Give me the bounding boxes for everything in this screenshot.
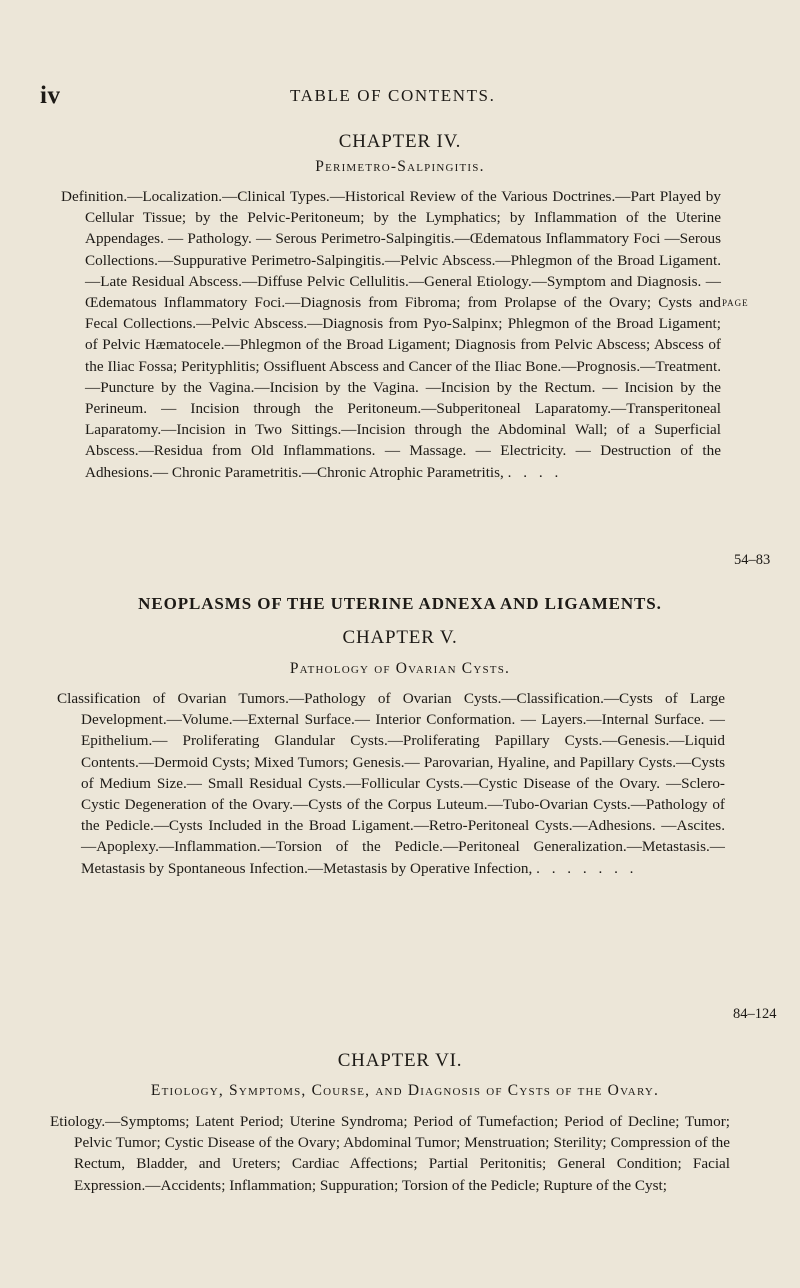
chapter-iv-subtitle: Perimetro-Salpingitis. — [315, 158, 485, 175]
chapter-v-heading: CHAPTER V. — [342, 627, 458, 648]
chapter-iv-contents — [61, 186, 721, 483]
chapter-iv-page-range: 54–83 — [734, 552, 771, 568]
chapter-v-contents-text: Classification of Ovarian Tumors.—Pathology of Ovarian Cysts.—Classification.—Cysts of Large Development.—Volume.—External Surface.— Interior Conformation. — Layers.—Internal Surface. — Epithelium.— Proliferating Glandular Cysts.—Proliferating Papillary Cysts.—Genesis.—Liquid Contents.—Dermoid Cysts; Mixed Tumors; Genesis.— Parovarian, Hyaline, and Papillary Cysts.—Cysts of Medium Size.— Small Residual Cysts.—Follicular Cysts.—Cystic Disease of the Ovary. —Sclero-Cystic Degeneration of the Ovary.—Cysts of the Corpus Luteum.—Tubo-Ovarian Cysts.—Pathology of the Pedicle.—Cysts Included in the Broad Ligament.—Retro-Peritoneal Cysts.—Adhesions. —Ascites.—Apoplexy.—Inflammation.—Torsion of the Pedicle.—Peritoneal Generalization.—Metastasis.—Metastasis by Spontaneous Infection.—Metastasis by Operative Infection, — [57, 690, 725, 877]
chapter-vi-heading: CHAPTER VI. — [337, 1050, 463, 1071]
chapter-vi-contents-text: Etiology.—Symptoms; Latent Period; Uterine Syndroma; Period of Tumefaction; Period of Decline; Tumor; Pelvic Tumor; Cystic Disease of the Ovary; Abdominal Tumor; Menstruation; Sterility; Compression of the Rectum, Bladder, and Ureters; Cardiac Affections; Partial Peritonitis; General Condition; Facial Expression.—Accidents; Inflammation; Suppuration; Torsion of the Pedicle; Rupture of the Cyst; — [50, 1113, 730, 1194]
chapter-vi-subtitle: Etiology, Symptoms, Course, and Diagnosis of Cysts of the Ovary. — [150, 1082, 660, 1099]
running-head — [40, 82, 760, 109]
chapter-iv-contents-text: Definition.—Localization.—Clinical Types.—Historical Review of the Various Doctrines.—Part Played by Cellular Tissue; by the Pelvic-Peritoneum; by the Lymphatics; by Inflammation of the Uterine Appendages. — Pathology. — Serous Perimetro-Salpingitis.—Œdematous Inflammatory Foci —Serous Collections.—Suppurative Perimetro-Salpingitis.—Pelvic Abscess.—Phlegmon of the Broad Ligament.—Late Residual Abscess.—Diffuse Pelvic Cellulitis.—General Etiology.—Symptom and Diagnosis. — Œdematous Inflammatory Foci.—Diagnosis from Fibroma; from Prolapse of the Ovary; Cysts and Fecal Collections.—Pelvic Abscess.—Diagnosis from Pyo-Salpinx; Phlegmon of the Broad Ligament; of Pelvic Hæmatocele.—Phlegmon of the Broad Ligament; Diagnosis from Pelvic Abscess; Abscess of the Iliac Fossa; Perityphlitis; Ossifluent Abscess and Cancer of the Iliac Bone.—Prognosis.—Treatment.—Puncture by the Vagina.—Incision by the Vagina. —Incision by the Rectum. — Incision by the Perineum. — Incision through the Peritoneum.—Subperitoneal Laparatomy.—Transperitoneal Laparatomy.—Incision in Two Sittings.—Incision through the Abdominal Wall; of a Superficial Abscess.—Residua from Old Inflammations. — Massage. — Electricity. — Destruction of the Adhesions.— Chronic Parametritis.—Chronic Atrophic Parametritis, — [61, 188, 721, 481]
chapter-v-subtitle: Pathology of Ovarian Cysts. — [289, 660, 511, 677]
chapter-v-contents — [57, 688, 725, 879]
chapter-v-page-range: 84–124 — [733, 1006, 777, 1022]
page-column-label: PAGE — [722, 298, 749, 308]
chapter-vi-contents — [50, 1111, 730, 1196]
running-title: TABLE OF CONTENTS. — [290, 86, 496, 105]
section-heading: NEOPLASMS OF THE UTERINE ADNEXA AND LIGAMENTS. — [138, 594, 662, 613]
page-folio: iv — [40, 82, 61, 109]
chapter-v-leaders: . . . . . . . — [536, 859, 638, 877]
chapter-iv-leaders: . . . . — [507, 463, 563, 481]
chapter-iv-heading: CHAPTER IV. — [338, 131, 462, 152]
